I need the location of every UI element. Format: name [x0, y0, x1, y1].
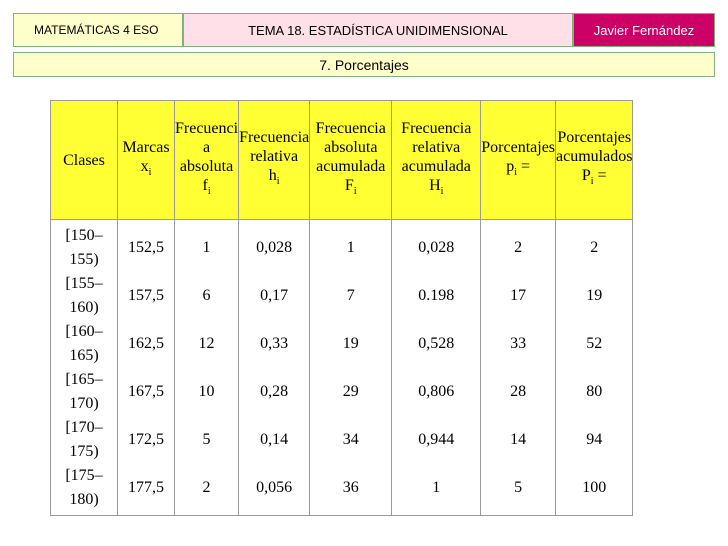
header-frec-absoluta: Frecuenci a absoluta $f_i$ — [175, 101, 239, 220]
table-cell: 94 — [556, 416, 633, 464]
table-row — [51, 368, 633, 416]
table-cell: 5 — [175, 416, 239, 464]
table-cell: 172,5 — [118, 416, 175, 464]
table-cell: 33 — [481, 320, 556, 368]
table-cell: 19 — [310, 320, 392, 368]
table-row — [51, 464, 633, 516]
table-cell: 0,028 — [239, 220, 310, 273]
header-porcentajes: Porcentajes $p_i$ = — [481, 101, 556, 220]
table-cell: 29 — [310, 368, 392, 416]
table-cell: 167,5 — [118, 368, 175, 416]
table-cell: [170–175) — [51, 416, 118, 464]
table-row — [51, 272, 633, 320]
table-row — [51, 220, 633, 273]
table-cell: [160–165) — [51, 320, 118, 368]
table-cell: 0,17 — [239, 272, 310, 320]
table-cell: [175–180) — [51, 464, 118, 516]
table-cell: [150–155) — [51, 220, 118, 273]
table-cell: 0,28 — [239, 368, 310, 416]
header-marcas: Marcas $x_i$ — [118, 101, 175, 220]
table-cell: 36 — [310, 464, 392, 516]
course-label: MATEMÁTICAS 4 ESO — [13, 13, 183, 47]
table-cell: 14 — [481, 416, 556, 464]
table-cell: 0,528 — [392, 320, 481, 368]
header-frec-rel-acumulada: Frecuencia relativa acumulada $H_i$ — [392, 101, 481, 220]
table-cell: 0,14 — [239, 416, 310, 464]
table-cell: 1 — [310, 220, 392, 273]
frequency-table — [50, 100, 633, 516]
author-label: Javier Fernández — [573, 13, 715, 47]
table-cell: 12 — [175, 320, 239, 368]
table-cell: 157,5 — [118, 272, 175, 320]
table-cell: 28 — [481, 368, 556, 416]
table-cell: 0,806 — [392, 368, 481, 416]
table-cell: 17 — [481, 272, 556, 320]
table-cell: 52 — [556, 320, 633, 368]
table-cell: 80 — [556, 368, 633, 416]
table-cell: 34 — [310, 416, 392, 464]
table-cell: 7 — [310, 272, 392, 320]
table-cell: 10 — [175, 368, 239, 416]
table-cell: 2 — [556, 220, 633, 273]
table-cell: 0.198 — [392, 272, 481, 320]
table-cell: 0,33 — [239, 320, 310, 368]
table-cell: 0,028 — [392, 220, 481, 273]
header-clases: Clases — [51, 101, 118, 220]
table-cell: 19 — [556, 272, 633, 320]
table-cell: 100 — [556, 464, 633, 516]
table-cell: 0,944 — [392, 416, 481, 464]
table-cell: 2 — [175, 464, 239, 516]
table-cell: 5 — [481, 464, 556, 516]
table-cell: 1 — [392, 464, 481, 516]
table-cell: 6 — [175, 272, 239, 320]
table-row — [51, 320, 633, 368]
header-porcentajes-acumulados: Porcentajes acumulados $P_i$ = — [556, 101, 633, 220]
table-cell: 1 — [175, 220, 239, 273]
table-cell: 0,056 — [239, 464, 310, 516]
table-cell: [165–170) — [51, 368, 118, 416]
topic-title: TEMA 18. ESTADÍSTICA UNIDIMENSIONAL — [183, 13, 573, 47]
table-cell: 162,5 — [118, 320, 175, 368]
table-cell: 2 — [481, 220, 556, 273]
table-cell: 152,5 — [118, 220, 175, 273]
table-cell: 177,5 — [118, 464, 175, 516]
header-frec-relativa: Frecuencia relativa $h_i$ — [239, 101, 310, 220]
table-row — [51, 416, 633, 464]
section-title: 7. Porcentajes — [13, 52, 715, 77]
header-frec-abs-acumulada: Frecuencia absoluta acumulada $F_i$ — [310, 101, 392, 220]
table-cell: [155–160) — [51, 272, 118, 320]
